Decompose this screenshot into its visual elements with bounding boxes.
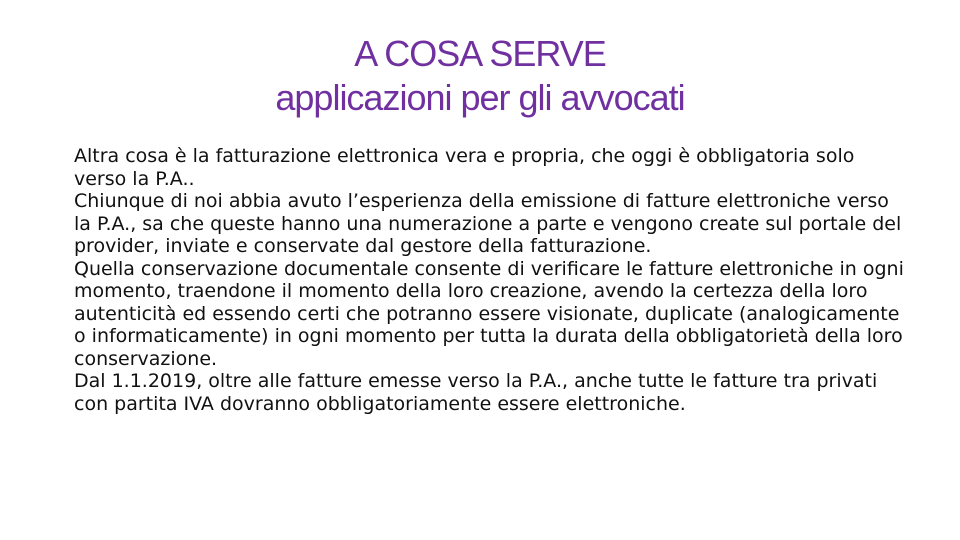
paragraph-1: Altra cosa è la fatturazione elettronica vera e propria, che oggi è obbligatoria solo verso la P.A.. [74, 145, 855, 190]
paragraph-3: Quella conservazione documentale consente di verificare le fatture elettroniche in ogni momento, traendone il momento della loro creazione, avendo la certezza della loro autenticità ed essendo certi che potranno essere visionate, duplicate (analogicamente o informaticamente) in ogni momento per tutta la durata della obbligatorietà della loro conservazione. [74, 257, 904, 370]
paragraph-4: Dal 1.1.2019, oltre alle fatture emesse verso la P.A., anche tutte le fatture tra privati con partita IVA dovranno obbligatoriamente essere elettroniche. [74, 370, 878, 415]
slide-title [0, 32, 960, 120]
title-line-2: applicazioni per gli avvocati [275, 77, 685, 118]
slide-body [74, 145, 904, 415]
paragraph-2: Chiunque di noi abbia avuto l’esperienza della emissione di fatture elettroniche verso la P.A., sa che queste hanno una numerazione a parte e vengono create sul portale del provider, inviate e conservate dal gestore della fatturazione. [74, 190, 902, 257]
title-line-1: A COSA SERVE [354, 33, 606, 74]
